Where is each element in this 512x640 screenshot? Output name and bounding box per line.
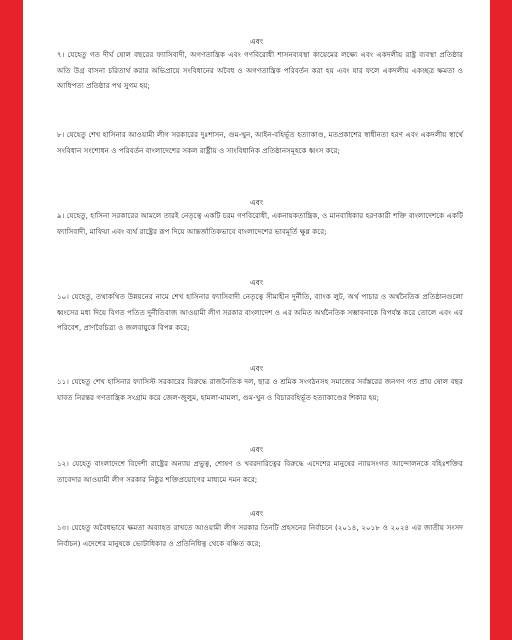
connector-text: এবং: [249, 278, 264, 287]
clause-11: ১১। যেহেতু শেখ হাসিনার ফ্যাসিস্ট সরকারের বিরুদ্ধে রাজনৈতিক দল, ছাত্র ও শ্রমিক সংগঠনসহ সমাজের সর্বস্তরের জনগণ গত প্রায় ষোল বছর যাবত নিরন্তর গণতান্ত্রিক সংগ্রাম করে জেল-জুলুম, হামলা-মামলা, গুম-খুন ও বিচারবহির্ভূত হত্যাকাণ্ডের শিকার হয়;: [57, 377, 463, 402]
connector-text: এবং: [249, 445, 264, 454]
connector-text: এবং: [249, 198, 264, 207]
connector-text: এবং: [249, 37, 264, 46]
clause-7: ৭। যেহেতু গত দীর্ঘ ষোল বছরের ফ্যাসিবাদী, অগণতান্ত্রিক এবং গণবিরোধী শাসনব্যবস্থা কায়েমের লক্ষ্যে এবং একদলীয় রাষ্ট্র ব্যবস্থা প্রতিষ্ঠার অতি উগ্র বাসনা চরিতার্থ করার অভিপ্রায়ে সংবিধানের অবৈধ ও অগণতান্ত্রিক পরিবর্তন করা হয় এবং যার ফলে একদলীয় একচ্ছত্র ক্ষমতা ও আধিপত্য প্রতিষ্ঠার পথ সুগম হয়;: [57, 50, 463, 90]
clause-12: ১২। যেহেতু বাংলাদেশে বিদেশী রাষ্ট্রের অন্যায় প্রভুত্ব, শোষণ ও খবরদারিত্বের বিরুদ্ধে এদেশের মানুষের ন্যায়সংগত আন্দোলনকে বহিঃশক্তির তাবেদার আওয়ামী লীগ সরকার নিষ্ঠুর শক্তিপ্রয়োগের মাধ্যমে দমন করে;: [57, 459, 463, 484]
clause-8: ৮। যেহেতু শেখ হাসিনার আওয়ামী লীগ সরকারের দুঃশাসন, গুম-খুন, আইন-বহির্ভূত হত্যাকাণ্ড, মতপ্রকাশের স্বাধীনতা হরণ এবং একদলীয় স্বার্থে সংবিধান সংশোধন ও পরিবর্তন বাংলাদেশের সকল রাষ্ট্রীয় ও সাংবিধানিক প্রতিষ্ঠানসমূহকে ধ্বংস করে;: [57, 130, 463, 155]
clause-13: ১৩। যেহেতু অবৈধভাবে ক্ষমতা অব্যাহত রাখতে আওয়ামী লীগ সরকার তিনটি প্রহসনের নির্বাচনে (২০১৪, ২০১৮ ও ২০২৪ এর জাতীয় সংসদ নির্বাচন) এদেশের মানুষকে ভোটাধিকার ও প্রতিনিধিত্ব থেকে বঞ্চিত করে;: [57, 523, 463, 548]
connector-text: এবং: [249, 364, 264, 373]
connector-text: এবং: [249, 509, 264, 518]
clause-10: ১০। যেহেতু, তথাকথিত উন্নয়নের নামে শেখ হাসিনার ফ্যাসিবাদী নেতৃত্বে সীমাহীন দুর্নীতি, ব্যাংক লুট, অর্থ পাচার ও অর্থনৈতিক প্রতিষ্ঠানগুলো ধ্বংসের মধ্য দিয়ে বিগত পতিত দুর্নীতিবাজ আওয়ামী লীগ সরকার বাংলাদেশ ও এর অমিত অর্থনৈতিক সম্ভাবনাকে বিপর্যস্ত করে তোলে এবং এর পরিবেশ, প্রাণবৈচিত্র্য ও জলবায়ুকে বিপন্ন করে;: [57, 292, 463, 332]
document-page: [23, 0, 490, 640]
clause-9: ৯। যেহেতু, হাসিনা সরকারের আমলে তারই নেতৃত্বে একটি চরম গণবিরোধী, একনায়কতান্ত্রিক, ও মানবাধিকার হরণকারী শক্তি বাংলাদেশকে একটি ফ্যাসিবাদী, মাফিয়া এবং ব্যর্থ রাষ্ট্রের রূপ দিয়ে আন্তর্জাতিকভাবে বাংলাদেশের ভাবমূর্তি ক্ষুণ্ণ করে;: [57, 211, 463, 236]
